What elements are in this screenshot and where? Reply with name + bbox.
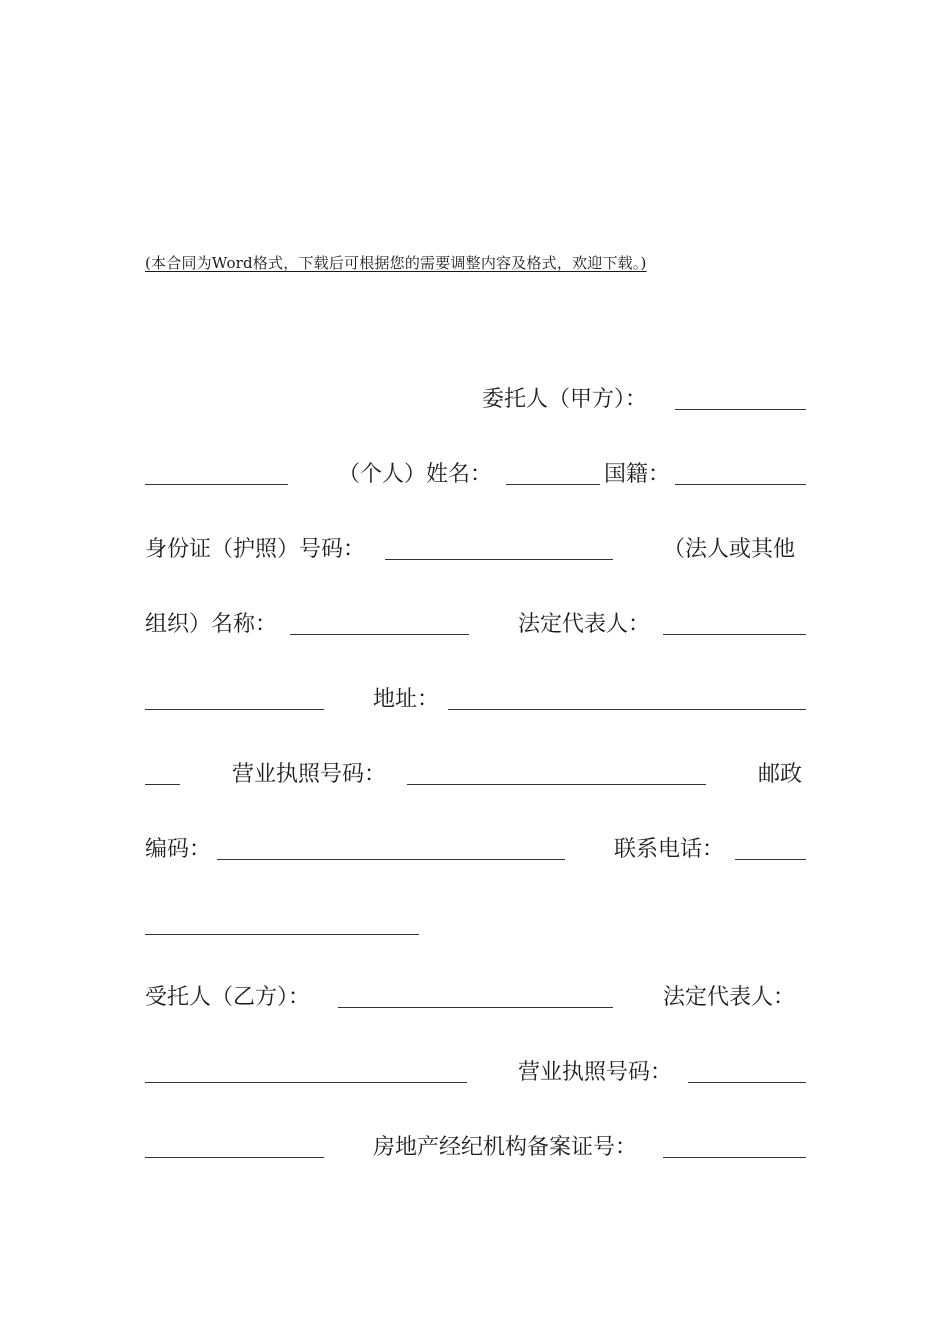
line-personal <box>145 455 806 495</box>
line-agent-license <box>145 1053 806 1093</box>
line-principal <box>145 380 806 420</box>
agent-license-blank[interactable] <box>688 1082 806 1083</box>
phone-label: 联系电话： <box>614 837 725 862</box>
principal-license-blank[interactable] <box>407 784 706 785</box>
principal-legal-rep-label: 法定代表人： <box>518 612 651 637</box>
filing-blank[interactable] <box>663 1157 806 1158</box>
line-agent <box>145 978 806 1018</box>
phone-blank-continued[interactable] <box>145 934 419 935</box>
address-blank-continued[interactable] <box>145 784 180 785</box>
id-blank[interactable] <box>385 559 613 560</box>
agent-legal-rep-blank[interactable] <box>145 1082 467 1083</box>
principal-legal-rep-blank-continued[interactable] <box>145 709 324 710</box>
nationality-blank[interactable] <box>675 484 806 485</box>
phone-blank[interactable] <box>735 859 806 860</box>
postal-code-blank[interactable] <box>217 859 565 860</box>
line-postal-phone <box>145 830 806 870</box>
agent-label: 受托人（乙方）： <box>145 985 311 1010</box>
line-phone-continued <box>145 905 806 945</box>
id-label: 身份证（护照）号码： <box>145 537 366 562</box>
address-label: 地址： <box>373 687 440 712</box>
personal-name-blank[interactable] <box>506 484 600 485</box>
principal-license-label: 营业执照号码： <box>232 762 387 787</box>
principal-blank[interactable] <box>675 409 806 410</box>
line-id <box>145 530 806 570</box>
principal-blank-continued[interactable] <box>145 484 288 485</box>
org-name-label: 组织）名称： <box>145 612 278 637</box>
nationality-label: 国籍： <box>604 462 671 487</box>
legal-entity-label: （法人或其他 <box>663 537 796 562</box>
format-note: (本合同为Word格式，下载后可根据您的需要调整内容及格式，欢迎下载。) <box>145 254 647 272</box>
postal-label: 邮政 <box>758 762 803 787</box>
postal-code-label: 编码： <box>145 837 212 862</box>
principal-legal-rep-blank[interactable] <box>663 634 806 635</box>
line-license <box>145 755 806 795</box>
agent-license-blank-continued[interactable] <box>145 1157 324 1158</box>
line-filing <box>145 1128 806 1168</box>
filing-label: 房地产经纪机构备案证号： <box>373 1135 638 1160</box>
line-org <box>145 605 806 645</box>
line-address <box>145 680 806 720</box>
personal-name-label: （个人）姓名： <box>338 462 493 487</box>
agent-legal-rep-label: 法定代表人： <box>663 985 796 1010</box>
principal-label: 委托人（甲方）： <box>482 387 648 412</box>
org-name-blank[interactable] <box>290 634 469 635</box>
address-blank[interactable] <box>448 709 806 710</box>
agent-blank[interactable] <box>338 1007 613 1008</box>
agent-license-label: 营业执照号码： <box>518 1060 673 1085</box>
